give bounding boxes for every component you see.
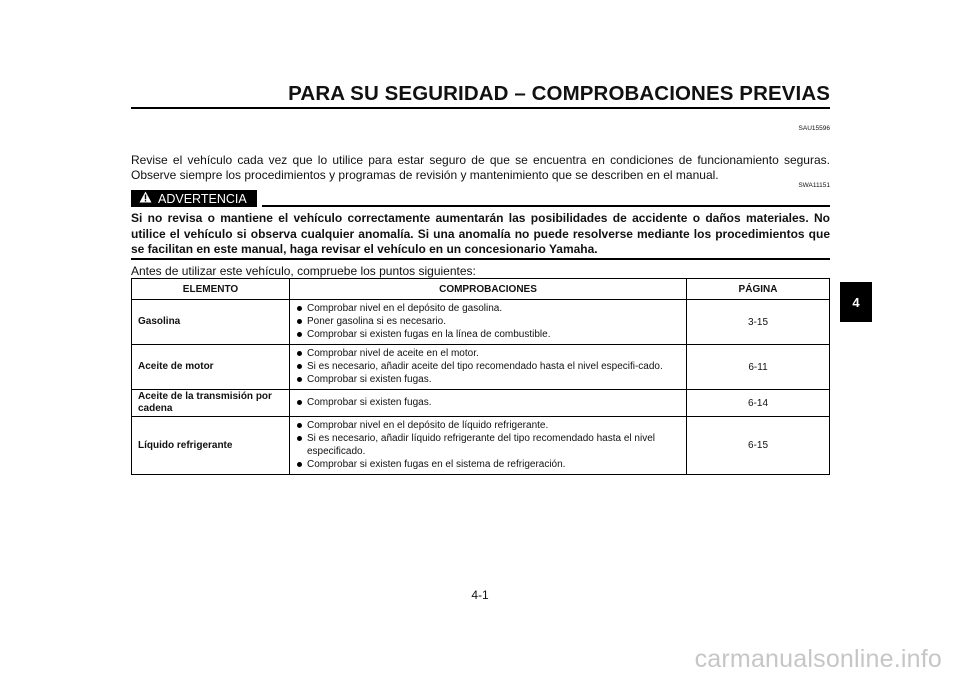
intro-code: SAU15596 bbox=[798, 125, 830, 132]
check-item: Poner gasolina si es necesario. bbox=[294, 315, 682, 328]
row-page: 6-15 bbox=[687, 417, 830, 475]
row-checks bbox=[290, 345, 687, 390]
checks-table bbox=[131, 278, 830, 475]
title-rule bbox=[131, 107, 830, 109]
row-checks bbox=[290, 300, 687, 345]
watermark: carmanualsonline.info bbox=[694, 645, 942, 673]
warning-badge bbox=[131, 190, 257, 207]
row-element: Aceite de motor bbox=[132, 345, 290, 390]
check-item: Si es necesario, añadir líquido refrigerante del tipo recomendado hasta el nivel especificado. bbox=[294, 432, 682, 458]
table-row bbox=[132, 345, 830, 390]
intro-paragraph: Revise el vehículo cada vez que lo utilice para estar seguro de que se encuentra en condiciones de funcionamiento seguras. Observe siempre los procedimientos y programas de revisión y mantenimiento que se describen en el manual. bbox=[131, 153, 830, 182]
page-title: PARA SU SEGURIDAD – COMPROBACIONES PREVIAS bbox=[288, 82, 830, 105]
check-item: Comprobar si existen fugas en la línea de combustible. bbox=[294, 328, 682, 341]
check-item: Comprobar si existen fugas. bbox=[294, 396, 682, 409]
page-number: 4-1 bbox=[471, 588, 489, 602]
pre-table-text: Antes de utilizar este vehículo, compruebe los puntos siguientes: bbox=[131, 264, 476, 278]
chapter-tab[interactable]: 4 bbox=[840, 282, 872, 322]
row-checks bbox=[290, 390, 687, 417]
warning-triangle-icon bbox=[139, 191, 152, 206]
header-page: PÁGINA bbox=[687, 279, 830, 300]
warning-code: SWA11151 bbox=[798, 182, 830, 189]
check-item: Comprobar si existen fugas. bbox=[294, 373, 682, 386]
warning-bottom-rule bbox=[131, 258, 830, 260]
warning-label: ADVERTENCIA bbox=[158, 191, 247, 206]
row-element: Aceite de la transmisión por cadena bbox=[132, 390, 290, 417]
header-checks: COMPROBACIONES bbox=[290, 279, 687, 300]
check-item: Comprobar nivel en el depósito de gasolina. bbox=[294, 302, 682, 315]
warning-text: Si no revisa o mantiene el vehículo correctamente aumentarán las posibilidades de accidente o daños materiales. No utilice el vehículo si observa cualquier anomalía. Si una anomalía no puede resolverse mediante los procedimientos que se facilitan en este manual, haga revisar el vehículo en un concesionario Yamaha. bbox=[131, 211, 830, 256]
row-element: Líquido refrigerante bbox=[132, 417, 290, 475]
table-row bbox=[132, 390, 830, 417]
warning-rule bbox=[262, 205, 830, 207]
row-page: 6-11 bbox=[687, 345, 830, 390]
row-checks bbox=[290, 417, 687, 475]
row-element: Gasolina bbox=[132, 300, 290, 345]
check-item: Comprobar nivel en el depósito de líquido refrigerante. bbox=[294, 419, 682, 432]
row-page: 3-15 bbox=[687, 300, 830, 345]
table-row bbox=[132, 417, 830, 475]
table-header-row bbox=[132, 279, 830, 300]
check-item: Comprobar nivel de aceite en el motor. bbox=[294, 347, 682, 360]
check-item: Si es necesario, añadir aceite del tipo recomendado hasta el nivel especifi-cado. bbox=[294, 360, 682, 373]
row-page: 6-14 bbox=[687, 390, 830, 417]
header-element: ELEMENTO bbox=[132, 279, 290, 300]
check-item: Comprobar si existen fugas en el sistema de refrigeración. bbox=[294, 458, 682, 471]
table-row bbox=[132, 300, 830, 345]
